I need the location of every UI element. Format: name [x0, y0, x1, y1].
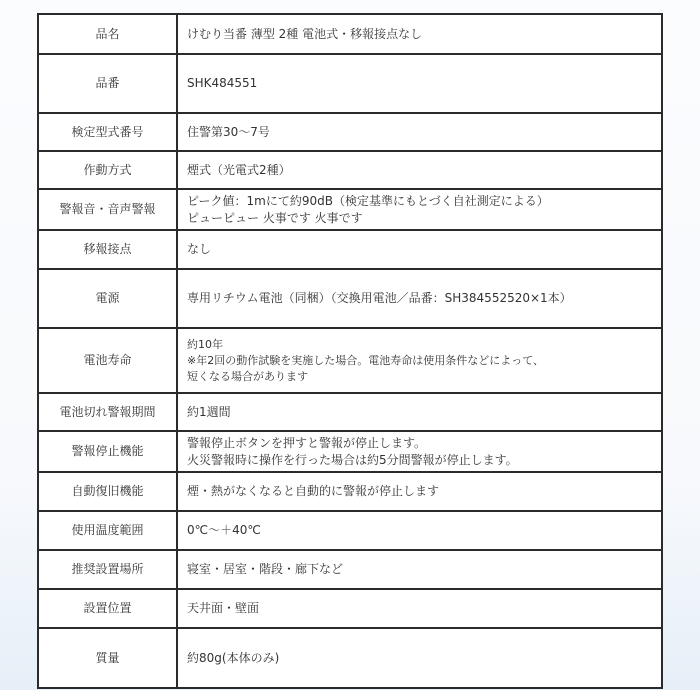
row-value [177, 550, 662, 589]
value-line: 警報停止ボタンを押すと警報が停止します。 [187, 435, 427, 450]
table-row [38, 511, 662, 550]
row-value [177, 628, 662, 688]
table-row [38, 230, 662, 269]
row-value [177, 393, 662, 431]
value-line: 約80g(本体のみ) [187, 650, 280, 665]
row-label: 警報停止機能 [38, 431, 177, 472]
row-value [177, 328, 662, 393]
row-label: 品番 [38, 54, 177, 113]
table-row [38, 472, 662, 511]
value-line: 専用リチウム電池（同梱）（交換用電池／品番：SH384552520×1本） [187, 291, 572, 305]
value-line: 約1週間 [187, 404, 231, 419]
row-value [177, 54, 662, 113]
value-line: なし [187, 242, 212, 256]
row-label: 移報接点 [38, 230, 177, 269]
row-value [177, 269, 662, 328]
row-label: 電池寿命 [38, 328, 177, 393]
row-value [177, 189, 662, 230]
row-label: 質量 [38, 628, 177, 688]
value-line: 住警第30〜7号 [187, 124, 270, 139]
row-value [177, 113, 662, 151]
row-value [177, 151, 662, 189]
value-line: SHK484551 [187, 76, 258, 90]
value-line: ピーク値：1mにて約90dB（検定基準にもとづく自社測定による） [187, 193, 549, 208]
value-line: 煙式（光電式2種） [187, 162, 291, 177]
table-row [38, 328, 662, 393]
row-value [177, 589, 662, 628]
table-row [38, 113, 662, 151]
value-line: 約10年 [187, 337, 223, 351]
table-row [38, 151, 662, 189]
table-row [38, 54, 662, 113]
row-label: 警報音・音声警報 [38, 189, 177, 230]
row-label: 電池切れ警報期間 [38, 393, 177, 431]
value-line: 寝室・居室・階段・廊下など [187, 562, 344, 576]
table-row [38, 269, 662, 328]
value-line: 短くなる場合があります [187, 369, 308, 383]
row-label: 作動方式 [38, 151, 177, 189]
row-label: 電源 [38, 269, 177, 328]
table-row [38, 431, 662, 472]
value-line: ※年2回の動作試験を実施した場合。電池寿命は使用条件などによって、 [187, 353, 544, 367]
table-row [38, 628, 662, 688]
row-value [177, 472, 662, 511]
table-row [38, 589, 662, 628]
row-value [177, 511, 662, 550]
row-label: 自動復旧機能 [38, 472, 177, 511]
value-line: ピューピュー 火事です 火事です [187, 210, 363, 225]
row-value [177, 14, 662, 54]
row-value [177, 230, 662, 269]
value-line: 煙・熱がなくなると自動的に警報が停止します [187, 484, 440, 498]
table-row [38, 189, 662, 230]
value-line: けむり当番 薄型 2種 電池式・移報接点なし [187, 26, 423, 41]
row-label: 推奨設置場所 [38, 550, 177, 589]
table-row [38, 14, 662, 54]
table-row [38, 393, 662, 431]
row-value [177, 431, 662, 472]
row-label: 設置位置 [38, 589, 177, 628]
row-label: 検定型式番号 [38, 113, 177, 151]
value-line: 天井面・壁面 [187, 601, 260, 615]
value-line: 火災警報時に操作を行った場合は約5分間警報が停止します。 [187, 452, 518, 467]
spec-table [37, 13, 663, 689]
table-row [38, 550, 662, 589]
row-label: 品名 [38, 14, 177, 54]
value-line: 0℃〜＋40℃ [187, 523, 261, 537]
row-label: 使用温度範囲 [38, 511, 177, 550]
